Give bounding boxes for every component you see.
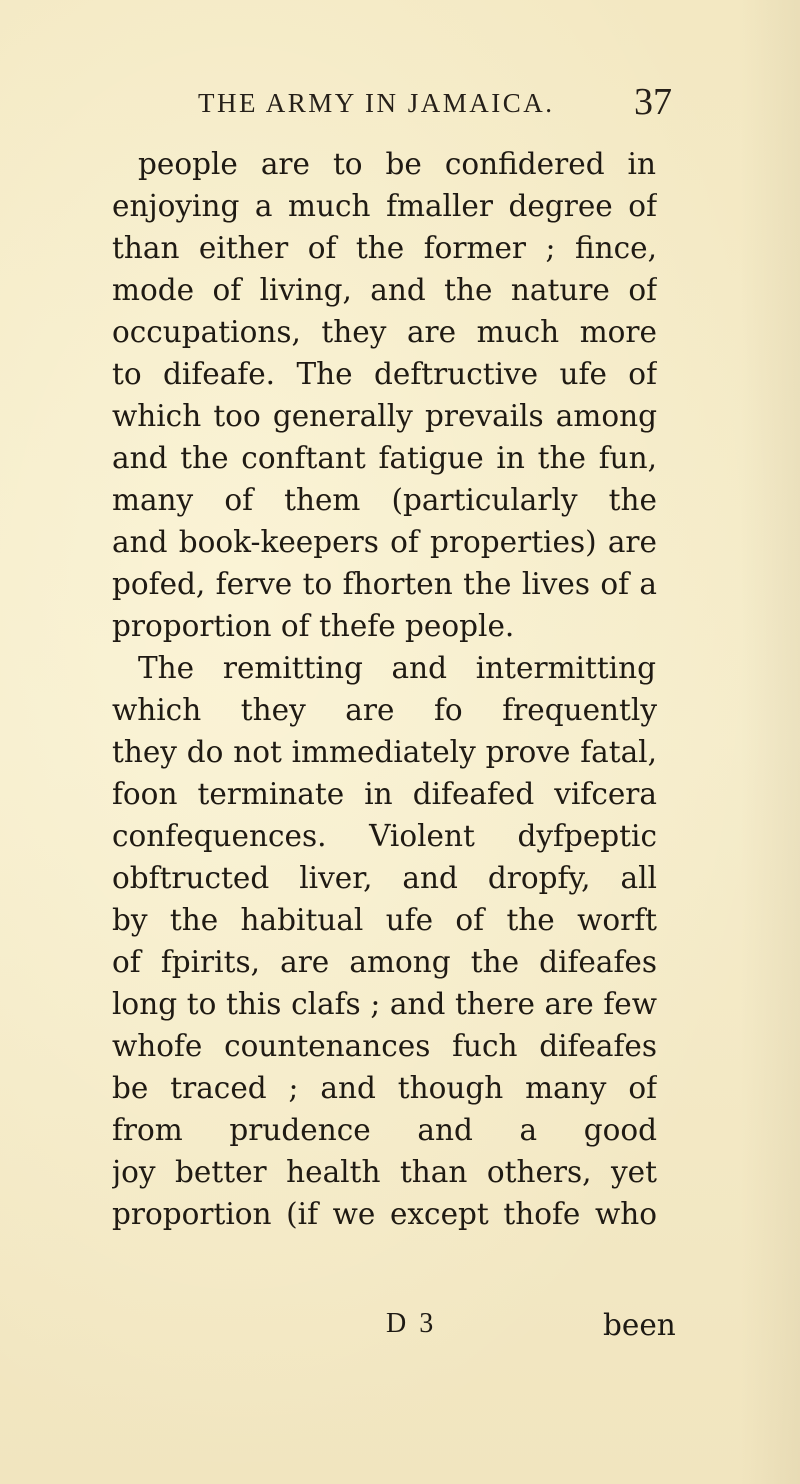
text-line: from prudence and a good xyxy=(112,1113,657,1147)
text-line: pofed, ferve to fhorten the lives of a xyxy=(112,567,657,601)
text-line: which they are fo frequently xyxy=(112,693,657,727)
text-line: mode of living, and the nature of xyxy=(112,273,657,307)
text-line: proportion of thefe people. xyxy=(112,609,515,643)
text-line: be traced ; and though many of xyxy=(112,1071,657,1105)
text-line: of fpirits, are among the difeafes xyxy=(112,945,657,979)
text-line: joy better health than others, yet xyxy=(112,1155,657,1189)
text-line: occupations, they are much more xyxy=(112,315,657,349)
page-header xyxy=(0,81,800,138)
text-line: long to this clafs ; and there are few xyxy=(112,987,657,1021)
page-footer xyxy=(0,1308,800,1348)
text-line: which too generally prevails among xyxy=(112,399,657,433)
text-line: to difeafe. The deftructive ufe of xyxy=(112,357,657,391)
catchword: been xyxy=(603,1308,676,1342)
text-line: they do not immediately prove fatal, xyxy=(112,735,657,769)
text-line: and book-keepers of properties) are xyxy=(112,525,657,559)
text-line: by the habitual ufe of the worft xyxy=(112,903,657,937)
text-line: people are to be confidered in xyxy=(138,147,656,181)
text-line: many of them (particularly the xyxy=(112,483,657,517)
text-line: The remitting and intermitting xyxy=(138,651,656,685)
text-line: proportion (if we except thofe who xyxy=(112,1197,657,1231)
text-line: whofe countenances fuch difeafes xyxy=(112,1029,657,1063)
text-line: foon terminate in difeafed vifcera xyxy=(112,777,657,811)
page-fold-shadow xyxy=(740,0,800,1484)
page-number: 37 xyxy=(634,81,672,123)
text-line: confequences. Violent dyfpeptic xyxy=(112,819,657,853)
text-line: than either of the former ; fince, xyxy=(112,231,657,265)
running-title: THE ARMY IN JAMAICA. xyxy=(198,88,555,118)
signature-mark: D 3 xyxy=(386,1308,437,1339)
text-line: and the conftant fatigue in the fun, xyxy=(112,441,657,475)
text-line: obftructed liver, and dropfy, all xyxy=(112,861,657,895)
text-line: enjoying a much fmaller degree of xyxy=(112,189,657,223)
